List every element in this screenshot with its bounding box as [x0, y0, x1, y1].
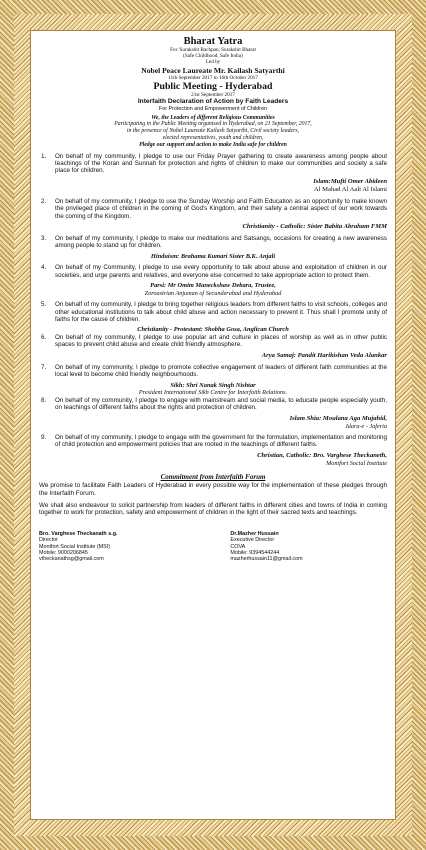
pledge-number: 4. — [41, 264, 47, 272]
signature-name: Christianity - Catholic: Sister Babita Abraham FMM — [242, 223, 387, 231]
pledge-item — [39, 264, 387, 279]
pledge-item — [39, 301, 387, 323]
pledge-text: On behalf of my community, I pledge to engage with the government for the formulation, implementation and monitoring of child protection and empowerment policies that are rooted in the teachings of different faiths. — [55, 433, 387, 449]
yatra-dates: 11th September 2017 to 16th October 2017 — [168, 74, 258, 81]
signature-name: Hinduism: Brahama Kumari Sister B.K. Anjali — [150, 252, 276, 260]
pledge-item — [39, 153, 387, 175]
contact-left — [39, 531, 196, 563]
pledge-list — [39, 153, 387, 468]
page-title: Bharat Yatra — [183, 36, 243, 47]
pledge-number: 1. — [41, 152, 47, 160]
pledge-item — [39, 334, 387, 349]
contact-mobile: Mobile: 9394544244 — [230, 549, 280, 556]
contacts — [39, 531, 387, 563]
pledge-number: 9. — [41, 433, 47, 441]
contact-role: Executive Director — [230, 537, 275, 544]
intro-line-4: elected representatives, youth and children, — [162, 135, 264, 141]
pledge-text: On behalf of my Community, I pledge to use every opportunity to talk about abuse and exploitation of children in our societies, and urge parents and relatives, and everyone else concerned to take appropriate action to protect them. — [55, 264, 387, 279]
pledge-number: 6. — [41, 334, 47, 342]
pledge-item — [39, 364, 387, 379]
intro-line-1: We, the Leaders of different Religious Communities — [151, 114, 275, 121]
pledge-item — [39, 434, 387, 449]
pledge-number: 8. — [41, 396, 47, 404]
signature-name: Christian, Catholic: Bro. Varghese Theckaneth, — [257, 451, 387, 459]
declaration-title: Interfaith Declaration of Action by Faith Leaders — [137, 98, 289, 106]
document-page — [30, 30, 396, 820]
pledge-text: On behalf of my community, I pledge to use the Sunday Worship and Faith Education as an opportunity to make known the privileged place of children in the coming of God's Kingdom, and their safety a central aspect of our work towards the coming of the Kingdom. — [55, 197, 387, 220]
signature-org: President International Sikh Centre for Interfaith Relations. — [138, 389, 288, 397]
commitment-paragraph: We promise to facilitate Faith Leaders of Hyderabad in every possible way for the implementation of these pledges through the Interfaith Forum. — [39, 482, 387, 497]
signature-org: Zoroastrian Anjuman of Secunderabad and Hyderabad — [144, 289, 282, 297]
pledge-number: 7. — [41, 363, 47, 371]
pledge-text: On behalf of my community, I pledge to use popular art and culture in places of worship as well as in other public spaces to prevent child abuse and create child friendly atmosphere. — [55, 334, 387, 349]
intro-line-2: Participating in the Public Meeting organised in Hyderabad, on 21 September, 2017, — [114, 121, 312, 128]
pledge-text: On behalf of my community, I pledge to bring together religious leaders from different faiths to visit schools, colleges and other educational institutions to talk about child abuse and action necessary to prevent it. Thus shall I promote unity of faiths for the cause of children. — [55, 301, 387, 324]
contact-org: Montfort Social Institute (MSI) — [39, 543, 110, 550]
signature-name: Islam:Mufti Omer Abideen — [313, 177, 387, 185]
signature-name: Arya Samaj: Pandit Harikishan Veda Alankar — [261, 351, 387, 359]
contact-name: Dr.Mazher Hussain — [230, 530, 279, 537]
pledge-item — [39, 198, 387, 220]
led-by: Led by — [205, 59, 221, 66]
intro — [39, 115, 387, 149]
signature-name: Parsi: Mr Omim Maneckshaw Debara, Trustee, — [150, 282, 276, 290]
signature-org: Idara-e - Jaferia — [345, 422, 387, 430]
contact-email: vtheckanathsg@gmail.com — [39, 556, 104, 563]
meeting-title: Public Meeting - Hyderabad — [153, 80, 273, 92]
signature-org: Montfort Social Institute — [326, 459, 387, 467]
signature-org: Al Mahad Al Aali Al Islami — [313, 185, 387, 193]
commitment-title: Commitment from Interfaith Forum — [160, 473, 266, 482]
pledge-text: On behalf of my community, I pledge to promote collective engagement of leaders of different faith communities at the local level to become child friendly neighbourhoods. — [55, 363, 387, 379]
contact-role: Director — [39, 537, 58, 544]
laureate: Nobel Peace Laureate Mr. Kailash Satyarthi — [141, 65, 285, 75]
intro-line-3: in the presence of Nobel Laureate Kailash Satyarthi, Civil society leaders, — [126, 128, 300, 135]
pledge-number: 2. — [41, 197, 47, 205]
pledge-item — [39, 397, 387, 412]
meeting-date: 21st September 2017 — [191, 91, 235, 98]
contact-email: mazherhussain11@gmail.com — [230, 556, 303, 563]
contact-mobile: Mobile: 9000206845 — [39, 549, 88, 556]
signature-name: Christianity - Protestant: Shobha Gosa, Anglican Church — [137, 326, 289, 334]
intro-line-5: Pledge our support and action to make India safe for children — [139, 141, 287, 148]
pledge-text: On behalf of my community, I pledge to make our meditations and Satsangs, occasions for creating a new awareness among people to stand up for children. — [55, 235, 387, 250]
signature-name: Sikh: Shri Nanak Singh Nishtar — [170, 381, 256, 389]
header — [39, 36, 387, 113]
subtitle-2: (Safe Childhood, Safe India) — [183, 53, 243, 60]
contact-right — [230, 531, 387, 563]
contact-org: COVA — [230, 543, 246, 550]
subtitle-1: For 'Surakshit Bachpan, Surakshit Bharat — [170, 47, 256, 53]
commitment-paragraph: We shall also endeavour to solicit partnership from leaders of different faiths in different cities and towns of India in coming together to work for protection, safety and empowerment of children in the light of their sacred texts and teachings. — [39, 501, 387, 517]
declaration-purpose: For Protection and Empowerment of Children — [158, 106, 268, 113]
pledge-number: 5. — [41, 301, 47, 309]
signature-name: Islam Shia: Moulana Aga Mujahid, — [289, 414, 387, 422]
pledge-text: On behalf of my community, I pledge to engage with mainstream and social media, to educate people especially youth, on teachings of different faiths about the rights and protection of children. — [55, 396, 387, 412]
pledge-item — [39, 235, 387, 250]
pledge-text: On behalf of my community, I pledge to use our Friday Prayer gathering to create awareness among people about teachings of the Koran and Sunnah for protection and rights of children to make our communities and society a safe place for children. — [55, 152, 387, 175]
pledge-number: 3. — [41, 235, 47, 243]
contact-name: Bro. Varghese Theckanath s.g. — [39, 530, 118, 537]
